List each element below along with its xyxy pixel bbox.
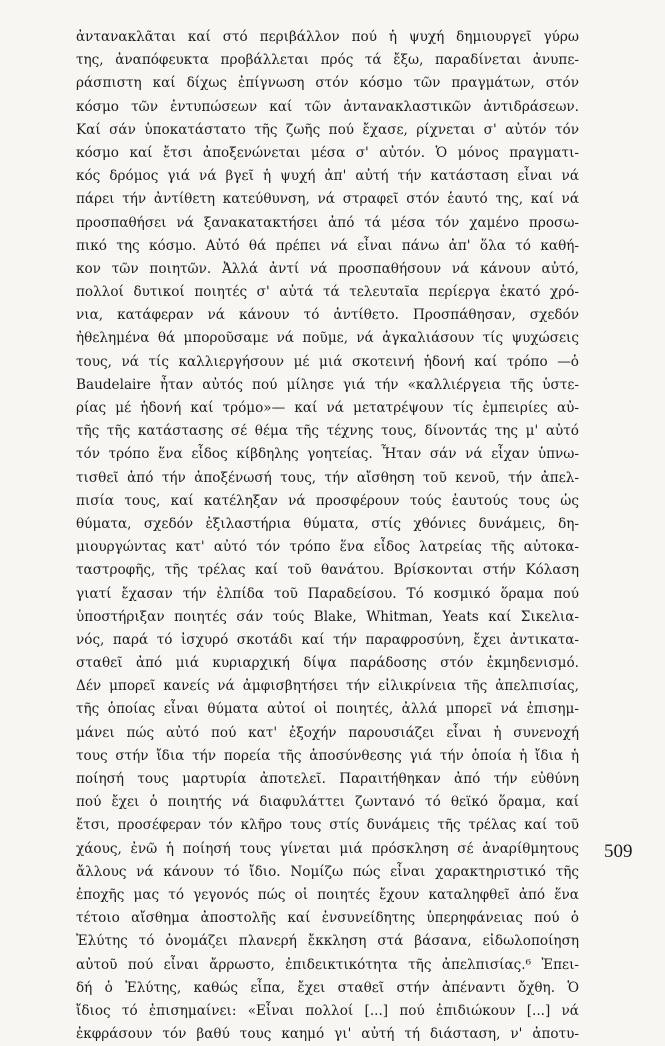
text-line: κον τῶν ποιητῶν. Ἀλλά ἀντί νά προσπαθήσουν νά κάνουν αὐτό, — [76, 260, 579, 277]
text-line: ράσπιστη καί δίχως ἐπίγνωση στόν κόσμο τῶν πραγμάτων, στόν — [76, 75, 579, 92]
text-line: νια, κατάφεραν νά κάνουν τό ἀντίθετο. Προσπάθησαν, σχεδόν — [76, 307, 579, 324]
text-line: πού ἔχει ὁ ποιητής νά διαφυλάττει ζωντανό τό θεϊκό ὅραμα, καί — [76, 794, 579, 811]
text-line: ἀντανακλᾶται καί στό περιβάλλον πού ἡ ψυχή δημιουργεῖ γύρω — [76, 29, 579, 45]
text-line: Καί σάν ὑποκατάστατο τῆς ζωῆς πού ἔχασε, ρίχνεται σ' αὐτόν τόν — [76, 121, 579, 138]
text-line: πικό της κόσμο. Αὐτό θά πρέπει νά εἶναι πάνω ἀπ' ὅλα τό καθή- — [76, 237, 579, 254]
text-line: ὑποστήριξαν ποιητές σάν τούς Blake, Whitman, Yeats καί Σικελια- — [76, 608, 579, 625]
text-line: τέτοιο αἴσθημα ἀποστολῆς καί ἐνσυνείδητης ὑπερηφάνειας πού ὁ — [76, 910, 579, 927]
text-line: θύματα, σχεδόν ἐξιλαστήρια θύματα, στίς χθόνιες δυνάμεις, δη- — [76, 515, 579, 532]
text-line: τισθεῖ ἀπό τήν ἀποξένωσή τους, τήν αἴσθηση τοῦ κενοῦ, τήν ἀπελ- — [76, 469, 579, 486]
text-line: πισία τους, καί κατέληξαν νά προσφέρουν τούς ἑαυτούς τους ὡς — [76, 492, 579, 509]
text-line: Baudelaire ἦταν αὐτός πού μίλησε γιά τήν «καλλιέργεια τῆς ὑστε- — [76, 376, 579, 393]
text-line: σταθεῖ ἀπό μιά κυριαρχική δίψα παράδοσης στόν ἐκμηδενισμό. — [76, 655, 579, 672]
text-line: τους, νά τίς καλλιεργήσουν μέ μιά σκοτεινή ἡδονή καί τρόπο —ὁ — [76, 353, 579, 370]
text-line: ποίησή τους μαρτυρία ἀποτελεῖ. Παραιτήθηκαν ἀπό τήν εὐθύνη — [76, 771, 579, 787]
text-line: τόν τρόπο ἕνα εἶδος κίβδηλης γοητείας. Ἦταν σάν νά εἶχαν ὑπνω- — [76, 446, 579, 463]
text-line: τῆς ὁποίας εἶναι θύματα αὐτοί οἱ ποιητές, ἀλλά μπορεῖ νά ἐπισημ- — [76, 701, 579, 718]
text-line: ἐκφράσουν τόν βαθύ τους καημό γι' αὐτή τή διάσταση, ν' ἀποτυ- — [76, 1026, 579, 1043]
body-text — [76, 26, 579, 1046]
text-line: κός δρόμος γιά νά βγεῖ ἡ ψυχή ἀπ' αὐτή τήν κατάσταση εἶναι νά — [76, 168, 579, 185]
text-line: Ἐλύτης τό ὀνομάζει πλανερή ἔκκληση στά βάσανα, εἰδωλοποίηση — [76, 933, 579, 950]
text-line: αὐτοῦ πού εἶναι ἄρρωστο, ἐπιδεικτικότητα τῆς ἀπελπισίας.⁶ Ἐπει- — [76, 956, 579, 973]
text-line: νός, παρά τό ἰσχυρό σκοτάδι καί τήν παραφροσύνη, ἔχει ἀντικατα- — [76, 631, 579, 648]
text-line: ἐποχῆς μας τό γεγονός πώς οἱ ποιητές ἔχουν καταληφθεῖ ἀπό ἕνα — [76, 886, 579, 903]
text-line: τους στήν ἴδια τήν πορεία τῆς ἀποσύνθεσης γιά τήν ὁποία ἡ ἴδια ἡ — [76, 747, 579, 764]
text-line: ἴδιος τό ἐπισημαίνει: «Εἶναι πολλοί [...] πού ἐπιδιώκουν [...] νά — [76, 1002, 579, 1019]
text-line: χάους, ἐνῶ ἡ ποίησή τους γίνεται μιά πρόσκληση σέ ἀναρίθμητους — [76, 840, 579, 857]
text-line: δή ὁ Ἐλύτης, καθώς εἶπα, ἔχει σταθεῖ στήν ἀπέναντι ὄχθη. Ὁ — [76, 979, 579, 996]
text-line: ἠθελημένα θά μποροῦσαμε νά ποῦμε, νά ἀγκαλιάσουν τίς ψυχώσεις — [76, 330, 579, 347]
text-line: ἔτσι, προσέφεραν τόν κλῆρο τους στίς δυνάμεις τῆς τρέλας καί τοῦ — [76, 817, 579, 834]
text-line: τῆς τῆς κατάστασης σέ θέμα τῆς τέχνης τους, δίνοντάς της μ' αὐτό — [76, 423, 579, 440]
text-line: ταστροφῆς, τῆς τρέλας καί τοῦ θανάτου. Βρίσκονται στήν Κόλαση — [76, 562, 579, 579]
text-line: κόσμο καί ἔτσι ἀποξενώνεται μέσα σ' αὐτόν. Ὁ μόνος πραγματι- — [76, 144, 579, 161]
text-line: μιουργώντας κατ' αὐτό τόν τρόπο ἕνα εἶδος λατρείας τῆς αὐτοκα- — [76, 539, 579, 556]
text-line: πολλοί δυτικοί ποιητές σ' αὐτά τά τελευταῖα περίεργα ἑκατό χρό- — [76, 284, 579, 301]
text-line: της, ἀναπόφευκτα προβάλλεται πρός τά ἔξω, παραδίνεται ἀνυπε- — [76, 52, 579, 69]
text-line: ρίας μέ ἡδονή καί τρόμο»— καί νά μετατρέψουν τίς ἐμπειρίες αὐ- — [76, 400, 579, 416]
text-line: μάνει πώς αὐτό πού κατ' ἐξοχήν παρουσιάζει εἶναι ἡ συνενοχή — [76, 724, 579, 741]
text-line: πάρει τήν ἀντίθετη κατεύθυνση, νά στραφεῖ στόν ἑαυτό της, καί νά — [76, 191, 579, 208]
text-line: προσπαθήσει νά ξανακατακτήσει ἀπό τά μέσα τόν χαμένο προσω- — [76, 214, 579, 231]
text-line: ἄλλους νά κάνουν τό ἴδιο. Νομίζω πώς εἶναι χαρακτηριστικό τῆς — [76, 863, 579, 880]
text-line: Δέν μπορεῖ κανείς νά ἀμφισβητήσει τήν εἰλικρίνεια τῆς ἀπελπισίας, — [76, 678, 579, 695]
text-line: κόσμο τῶν ἐντυπώσεων καί τῶν ἀντανακλαστικῶν ἀντιδράσεων. — [76, 98, 579, 115]
page-number: 509 — [604, 841, 633, 862]
text-line: γιατί ἔχασαν τήν ἐλπίδα τοῦ Παραδείσου. Τό κοσμικό ὅραμα πού — [76, 585, 579, 602]
